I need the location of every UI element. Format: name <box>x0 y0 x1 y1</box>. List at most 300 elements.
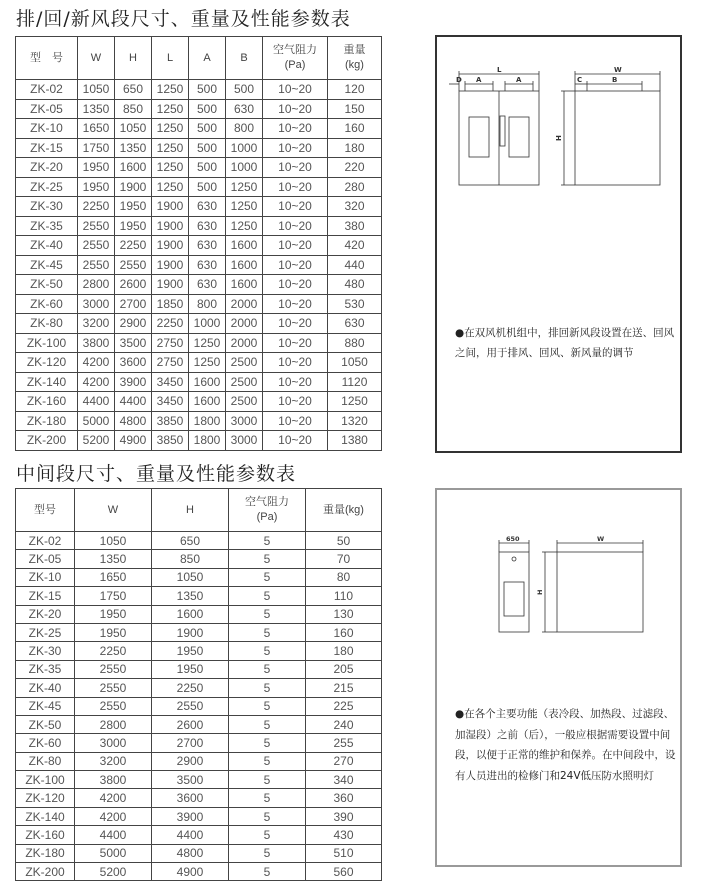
model-cell: ZK-15 <box>16 138 78 158</box>
value-cell: 2750 <box>152 333 189 353</box>
table-row <box>16 642 382 660</box>
value-cell: 2550 <box>78 216 115 236</box>
value-cell: 500 <box>226 80 263 100</box>
table-row <box>16 734 382 752</box>
value-cell: 850 <box>152 550 229 568</box>
model-cell: ZK-05 <box>16 99 78 119</box>
value-cell: 2500 <box>226 392 263 412</box>
model-cell: ZK-20 <box>16 158 78 178</box>
value-cell: 5 <box>229 752 306 770</box>
table-row <box>16 789 382 807</box>
value-cell: 1250 <box>152 177 189 197</box>
value-cell: 360 <box>306 789 382 807</box>
value-cell: 500 <box>189 119 226 139</box>
model-cell: ZK-140 <box>16 807 75 825</box>
value-cell: 160 <box>328 119 382 139</box>
value-cell: 1950 <box>152 642 229 660</box>
table-row <box>16 550 382 568</box>
value-cell: 5 <box>229 734 306 752</box>
value-cell: 2550 <box>75 697 152 715</box>
value-cell: 510 <box>306 844 382 862</box>
model-cell: ZK-25 <box>16 623 75 641</box>
value-cell: 1650 <box>75 568 152 586</box>
value-cell: 2600 <box>152 715 229 733</box>
value-cell: 2500 <box>226 372 263 392</box>
table-row <box>16 697 382 715</box>
middle-front-view-outline <box>499 552 529 632</box>
model-cell: ZK-50 <box>16 715 75 733</box>
value-cell: 1350 <box>75 550 152 568</box>
value-cell: 3450 <box>152 372 189 392</box>
table-row <box>16 216 382 236</box>
value-cell: 1600 <box>189 392 226 412</box>
value-cell: 1250 <box>152 158 189 178</box>
value-cell: 2800 <box>78 275 115 295</box>
column-header: L <box>152 37 189 80</box>
value-cell: 4200 <box>78 353 115 373</box>
value-cell: 10~20 <box>263 119 328 139</box>
table1-title: 排/回/新风段尺寸、重量及性能参数表 <box>16 8 351 30</box>
window-left <box>469 117 489 157</box>
value-cell: 1250 <box>152 80 189 100</box>
model-cell: ZK-10 <box>16 568 75 586</box>
value-cell: 1250 <box>189 353 226 373</box>
table-row <box>16 411 382 431</box>
column-header: 重量(kg) <box>306 489 382 532</box>
value-cell: 3600 <box>115 353 152 373</box>
table-row <box>16 844 382 862</box>
value-cell: 1900 <box>152 216 189 236</box>
value-cell: 1950 <box>115 216 152 236</box>
column-header: A <box>189 37 226 80</box>
value-cell: 2750 <box>152 353 189 373</box>
value-cell: 5 <box>229 642 306 660</box>
value-cell: 1250 <box>152 99 189 119</box>
value-cell: 1250 <box>328 392 382 412</box>
value-cell: 800 <box>189 294 226 314</box>
value-cell: 630 <box>189 236 226 256</box>
value-cell: 1750 <box>75 587 152 605</box>
value-cell: 1350 <box>115 138 152 158</box>
table-row <box>16 392 382 412</box>
value-cell: 1000 <box>226 158 263 178</box>
value-cell: 500 <box>189 158 226 178</box>
value-cell: 1250 <box>152 119 189 139</box>
value-cell: 4800 <box>152 844 229 862</box>
value-cell: 10~20 <box>263 197 328 217</box>
value-cell: 225 <box>306 697 382 715</box>
value-cell: 1600 <box>226 255 263 275</box>
model-cell: ZK-80 <box>16 314 78 334</box>
value-cell: 10~20 <box>263 236 328 256</box>
value-cell: 1050 <box>78 80 115 100</box>
value-cell: 240 <box>306 715 382 733</box>
value-cell: 4400 <box>115 392 152 412</box>
table-row <box>16 431 382 451</box>
value-cell: 5 <box>229 715 306 733</box>
dim-label-L: L <box>497 66 502 74</box>
value-cell: 5 <box>229 605 306 623</box>
model-cell: ZK-30 <box>16 197 78 217</box>
value-cell: 3900 <box>152 807 229 825</box>
value-cell: 80 <box>306 568 382 586</box>
value-cell: 70 <box>306 550 382 568</box>
table2-title: 中间段尺寸、重量及性能参数表 <box>16 463 297 485</box>
value-cell: 500 <box>189 80 226 100</box>
value-cell: 5 <box>229 679 306 697</box>
value-cell: 1350 <box>152 587 229 605</box>
value-cell: 10~20 <box>263 216 328 236</box>
value-cell: 270 <box>306 752 382 770</box>
value-cell: 4200 <box>75 789 152 807</box>
table-row <box>16 294 382 314</box>
value-cell: 1900 <box>152 236 189 256</box>
table-row <box>16 715 382 733</box>
table-row <box>16 807 382 825</box>
model-cell: ZK-30 <box>16 642 75 660</box>
value-cell: 120 <box>328 80 382 100</box>
model-cell: ZK-60 <box>16 294 78 314</box>
value-cell: 5 <box>229 587 306 605</box>
table-row <box>16 99 382 119</box>
value-cell: 2550 <box>152 697 229 715</box>
value-cell: 10~20 <box>263 372 328 392</box>
column-header: 型 号 <box>16 37 78 80</box>
value-cell: 630 <box>189 255 226 275</box>
model-cell: ZK-35 <box>16 216 78 236</box>
value-cell: 1250 <box>152 138 189 158</box>
value-cell: 1900 <box>152 623 229 641</box>
value-cell: 5 <box>229 697 306 715</box>
value-cell: 630 <box>189 216 226 236</box>
value-cell: 2250 <box>75 642 152 660</box>
model-cell: ZK-160 <box>16 826 75 844</box>
model-cell: ZK-40 <box>16 236 78 256</box>
value-cell: 3850 <box>152 411 189 431</box>
value-cell: 340 <box>306 771 382 789</box>
value-cell: 3800 <box>78 333 115 353</box>
value-cell: 1120 <box>328 372 382 392</box>
table-row <box>16 752 382 770</box>
value-cell: 2550 <box>75 660 152 678</box>
value-cell: 440 <box>328 255 382 275</box>
table-row <box>16 158 382 178</box>
value-cell: 1900 <box>152 255 189 275</box>
value-cell: 3500 <box>115 333 152 353</box>
value-cell: 180 <box>328 138 382 158</box>
value-cell: 10~20 <box>263 177 328 197</box>
value-cell: 10~20 <box>263 392 328 412</box>
model-cell: ZK-35 <box>16 660 75 678</box>
value-cell: 1750 <box>78 138 115 158</box>
column-header: 空气阻力 (Pa) <box>263 37 328 80</box>
value-cell: 5200 <box>78 431 115 451</box>
value-cell: 10~20 <box>263 80 328 100</box>
value-cell: 1000 <box>189 314 226 334</box>
value-cell: 205 <box>306 660 382 678</box>
table-row <box>16 119 382 139</box>
value-cell: 10~20 <box>263 431 328 451</box>
value-cell: 4900 <box>152 863 229 881</box>
table-header-row <box>16 489 382 532</box>
value-cell: 630 <box>328 314 382 334</box>
value-cell: 630 <box>189 197 226 217</box>
value-cell: 2600 <box>115 275 152 295</box>
value-cell: 3000 <box>226 431 263 451</box>
model-cell: ZK-25 <box>16 177 78 197</box>
value-cell: 10~20 <box>263 99 328 119</box>
value-cell: 3200 <box>78 314 115 334</box>
value-cell: 1600 <box>226 236 263 256</box>
model-cell: ZK-200 <box>16 863 75 881</box>
dim-label-depth: 650 <box>506 535 520 543</box>
value-cell: 1250 <box>226 197 263 217</box>
value-cell: 650 <box>115 80 152 100</box>
value-cell: 10~20 <box>263 255 328 275</box>
middle-side-view-outline <box>557 552 643 632</box>
value-cell: 5200 <box>75 863 152 881</box>
table-row <box>16 353 382 373</box>
value-cell: 10~20 <box>263 158 328 178</box>
value-cell: 255 <box>306 734 382 752</box>
exhaust-return-fresh-air-section-table <box>15 36 382 451</box>
exhaust-section-note: ●在双风机机组中，排回新风段设置在送、回风之间，用于排风、回风、新风量的调节 <box>455 327 675 359</box>
value-cell: 3600 <box>152 789 229 807</box>
model-cell: ZK-45 <box>16 255 78 275</box>
table-row <box>16 771 382 789</box>
value-cell: 2550 <box>115 255 152 275</box>
value-cell: 2900 <box>115 314 152 334</box>
table-row <box>16 532 382 550</box>
table-row <box>16 826 382 844</box>
model-cell: ZK-50 <box>16 275 78 295</box>
value-cell: 380 <box>328 216 382 236</box>
value-cell: 2900 <box>152 752 229 770</box>
value-cell: 160 <box>306 623 382 641</box>
model-cell: ZK-10 <box>16 119 78 139</box>
value-cell: 3800 <box>75 771 152 789</box>
value-cell: 4400 <box>75 826 152 844</box>
value-cell: 10~20 <box>263 138 328 158</box>
value-cell: 10~20 <box>263 294 328 314</box>
table-row <box>16 372 382 392</box>
value-cell: 1380 <box>328 431 382 451</box>
model-cell: ZK-02 <box>16 532 75 550</box>
value-cell: 4200 <box>75 807 152 825</box>
value-cell: 1800 <box>189 411 226 431</box>
table-row <box>16 660 382 678</box>
damper-handle <box>500 116 505 146</box>
value-cell: 1600 <box>226 275 263 295</box>
value-cell: 5 <box>229 807 306 825</box>
value-cell: 850 <box>115 99 152 119</box>
column-header: 重量 (kg) <box>328 37 382 80</box>
value-cell: 1050 <box>152 568 229 586</box>
value-cell: 800 <box>226 119 263 139</box>
table-row <box>16 679 382 697</box>
dim-label-W: W <box>597 535 605 543</box>
value-cell: 2700 <box>115 294 152 314</box>
value-cell: 10~20 <box>263 333 328 353</box>
value-cell: 1900 <box>152 275 189 295</box>
dim-label-C: C <box>577 76 583 84</box>
value-cell: 2250 <box>152 314 189 334</box>
exhaust-section-diagram-box <box>435 35 682 453</box>
value-cell: 1950 <box>115 197 152 217</box>
dim-label-A: A <box>476 76 482 84</box>
value-cell: 50 <box>306 532 382 550</box>
table-row <box>16 197 382 217</box>
value-cell: 500 <box>189 177 226 197</box>
value-cell: 3450 <box>152 392 189 412</box>
value-cell: 1050 <box>115 119 152 139</box>
value-cell: 4900 <box>115 431 152 451</box>
middle-section-note: ●在各个主要功能（表冷段、加热段、过滤段、加湿段）之前（后），一般应根据需要设置中间段，以便于正常的维护和保养。在中间段中，设有人员进出的检修门和24V低压防水照明灯 <box>455 708 676 782</box>
dim-label-A: A <box>516 76 522 84</box>
value-cell: 1950 <box>78 158 115 178</box>
column-header: W <box>78 37 115 80</box>
dim-label-H: H <box>555 135 563 141</box>
value-cell: 1950 <box>152 660 229 678</box>
value-cell: 5 <box>229 844 306 862</box>
value-cell: 1950 <box>75 623 152 641</box>
value-cell: 3000 <box>78 294 115 314</box>
value-cell: 500 <box>189 99 226 119</box>
table-row <box>16 275 382 295</box>
value-cell: 630 <box>226 99 263 119</box>
table-row <box>16 605 382 623</box>
value-cell: 3850 <box>152 431 189 451</box>
value-cell: 10~20 <box>263 353 328 373</box>
value-cell: 1900 <box>115 177 152 197</box>
model-cell: ZK-40 <box>16 679 75 697</box>
value-cell: 1250 <box>226 177 263 197</box>
dim-label-W: W <box>614 66 622 74</box>
value-cell: 110 <box>306 587 382 605</box>
value-cell: 1050 <box>328 353 382 373</box>
value-cell: 1050 <box>75 532 152 550</box>
value-cell: 4200 <box>78 372 115 392</box>
value-cell: 3900 <box>115 372 152 392</box>
value-cell: 1600 <box>115 158 152 178</box>
side-view-outline <box>575 91 660 185</box>
value-cell: 5 <box>229 550 306 568</box>
table-row <box>16 863 382 881</box>
window-right <box>509 117 529 157</box>
dim-label-H: H <box>536 589 544 595</box>
value-cell: 1600 <box>152 605 229 623</box>
value-cell: 1950 <box>75 605 152 623</box>
table-row <box>16 623 382 641</box>
model-cell: ZK-140 <box>16 372 78 392</box>
value-cell: 2550 <box>75 679 152 697</box>
value-cell: 10~20 <box>263 314 328 334</box>
value-cell: 1000 <box>226 138 263 158</box>
model-cell: ZK-80 <box>16 752 75 770</box>
table-row <box>16 138 382 158</box>
column-header: 空气阻力 (Pa) <box>229 489 306 532</box>
table-row <box>16 255 382 275</box>
table-row <box>16 587 382 605</box>
value-cell: 630 <box>189 275 226 295</box>
model-cell: ZK-120 <box>16 789 75 807</box>
value-cell: 2000 <box>226 333 263 353</box>
value-cell: 2000 <box>226 294 263 314</box>
value-cell: 2250 <box>152 679 229 697</box>
value-cell: 320 <box>328 197 382 217</box>
model-cell: ZK-100 <box>16 771 75 789</box>
value-cell: 390 <box>306 807 382 825</box>
value-cell: 150 <box>328 99 382 119</box>
value-cell: 4400 <box>152 826 229 844</box>
value-cell: 215 <box>306 679 382 697</box>
value-cell: 650 <box>152 532 229 550</box>
value-cell: 220 <box>328 158 382 178</box>
column-header: W <box>75 489 152 532</box>
value-cell: 1850 <box>152 294 189 314</box>
table-row <box>16 568 382 586</box>
dim-label-D: D <box>456 76 462 84</box>
value-cell: 4800 <box>115 411 152 431</box>
value-cell: 1950 <box>78 177 115 197</box>
value-cell: 1350 <box>78 99 115 119</box>
model-cell: ZK-120 <box>16 353 78 373</box>
dim-label-B: B <box>612 76 618 84</box>
model-cell: ZK-02 <box>16 80 78 100</box>
table-header-row <box>16 37 382 80</box>
value-cell: 180 <box>306 642 382 660</box>
value-cell: 130 <box>306 605 382 623</box>
model-cell: ZK-20 <box>16 605 75 623</box>
column-header: H <box>115 37 152 80</box>
middle-section-diagram <box>437 490 680 690</box>
middle-section-table <box>15 488 382 881</box>
model-cell: ZK-100 <box>16 333 78 353</box>
value-cell: 880 <box>328 333 382 353</box>
column-header: H <box>152 489 229 532</box>
value-cell: 2550 <box>78 236 115 256</box>
table-row <box>16 177 382 197</box>
value-cell: 3200 <box>75 752 152 770</box>
value-cell: 1900 <box>152 197 189 217</box>
value-cell: 3500 <box>152 771 229 789</box>
value-cell: 5 <box>229 623 306 641</box>
value-cell: 1250 <box>189 333 226 353</box>
table-row <box>16 80 382 100</box>
value-cell: 2250 <box>78 197 115 217</box>
exhaust-section-diagram <box>437 37 680 317</box>
model-cell: ZK-180 <box>16 411 78 431</box>
access-door-window <box>504 582 524 616</box>
value-cell: 560 <box>306 863 382 881</box>
value-cell: 2500 <box>226 353 263 373</box>
column-header: B <box>226 37 263 80</box>
table-row <box>16 314 382 334</box>
value-cell: 10~20 <box>263 411 328 431</box>
value-cell: 10~20 <box>263 275 328 295</box>
value-cell: 5 <box>229 568 306 586</box>
value-cell: 5 <box>229 789 306 807</box>
model-cell: ZK-60 <box>16 734 75 752</box>
value-cell: 5 <box>229 660 306 678</box>
value-cell: 530 <box>328 294 382 314</box>
value-cell: 5 <box>229 532 306 550</box>
value-cell: 4400 <box>78 392 115 412</box>
table-row <box>16 236 382 256</box>
light-symbol <box>512 557 516 561</box>
value-cell: 500 <box>189 138 226 158</box>
value-cell: 1650 <box>78 119 115 139</box>
